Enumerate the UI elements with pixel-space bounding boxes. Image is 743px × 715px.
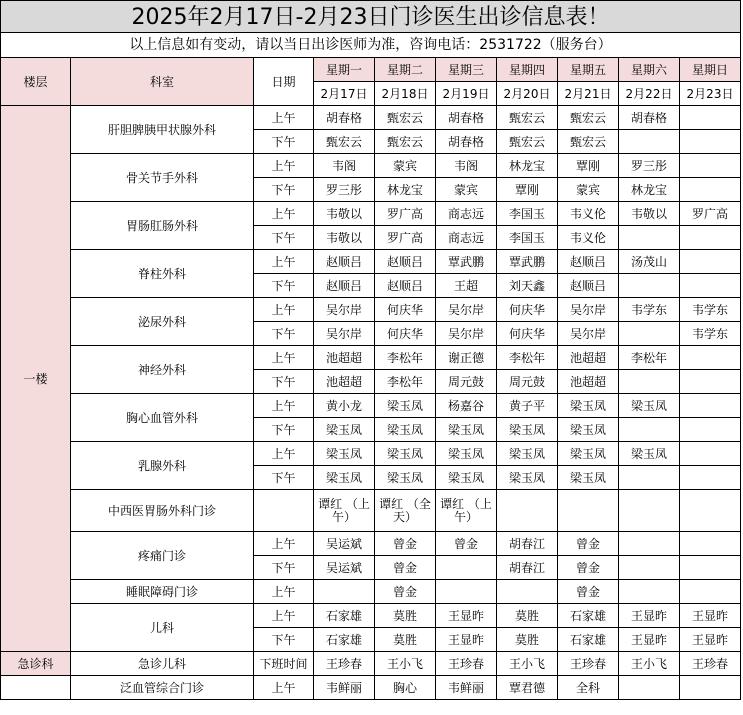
schedule-row bbox=[1, 442, 741, 466]
doctor-cell: 莫胜 bbox=[375, 604, 436, 628]
doctor-cell: 韦鲜丽 bbox=[436, 676, 497, 700]
doctor-cell: 韦阁 bbox=[436, 154, 497, 178]
doctor-cell bbox=[619, 226, 680, 250]
doctor-cell: 曾金 bbox=[375, 532, 436, 556]
doctor-cell bbox=[680, 274, 741, 298]
doctor-cell: 梁玉凤 bbox=[314, 418, 375, 442]
schedule-table bbox=[0, 57, 741, 700]
doctor-cell bbox=[436, 556, 497, 580]
doctor-cell: 李国玉 bbox=[497, 226, 558, 250]
doctor-cell: 罗广高 bbox=[680, 202, 741, 226]
doctor-cell: 甄宏云 bbox=[314, 130, 375, 154]
department-name: 睡眠障碍门诊 bbox=[71, 580, 254, 604]
doctor-cell: 林龙宝 bbox=[375, 178, 436, 202]
header-date-cell: 2月23日 bbox=[680, 82, 741, 106]
session-label: 下午 bbox=[254, 226, 314, 250]
schedule-row bbox=[1, 106, 741, 130]
doctor-cell: 梁玉凤 bbox=[619, 442, 680, 466]
floor-label: 一楼 bbox=[1, 106, 71, 652]
doctor-cell: 谭红 （上午） bbox=[314, 490, 375, 532]
doctor-cell: 曾金 bbox=[375, 580, 436, 604]
header-weekday: 星期二 bbox=[375, 58, 436, 82]
doctor-cell: 莫胜 bbox=[375, 628, 436, 652]
doctor-cell: 胡春江 bbox=[497, 532, 558, 556]
doctor-cell: 曾金 bbox=[375, 556, 436, 580]
doctor-cell: 谢正德 bbox=[436, 346, 497, 370]
session-label: 下午 bbox=[254, 628, 314, 652]
doctor-cell: 韦阁 bbox=[314, 154, 375, 178]
doctor-cell: 谭红 （上午） bbox=[436, 490, 497, 532]
doctor-cell: 罗广高 bbox=[375, 226, 436, 250]
doctor-cell bbox=[314, 580, 375, 604]
header-date-cell: 2月17日 bbox=[314, 82, 375, 106]
session-label: 上午 bbox=[254, 154, 314, 178]
doctor-cell bbox=[619, 490, 680, 532]
doctor-cell: 赵顺吕 bbox=[375, 274, 436, 298]
doctor-cell: 周元鼓 bbox=[436, 370, 497, 394]
doctor-cell: 莫胜 bbox=[497, 628, 558, 652]
doctor-cell bbox=[436, 580, 497, 604]
doctor-cell bbox=[619, 418, 680, 442]
doctor-cell bbox=[680, 394, 741, 418]
session-label: 下午 bbox=[254, 556, 314, 580]
page-title: 2025年2月17日-2月23日门诊医生出诊信息表！ bbox=[0, 0, 741, 33]
doctor-cell bbox=[680, 130, 741, 154]
session-label: 下午 bbox=[254, 274, 314, 298]
doctor-cell: 胡春格 bbox=[619, 106, 680, 130]
header-floor: 楼层 bbox=[1, 58, 71, 106]
doctor-cell: 韦义伦 bbox=[558, 226, 619, 250]
doctor-cell bbox=[619, 580, 680, 604]
doctor-cell: 黄小龙 bbox=[314, 394, 375, 418]
department-name: 骨关节手外科 bbox=[71, 154, 254, 202]
doctor-cell: 曾金 bbox=[558, 532, 619, 556]
doctor-cell: 梁玉凤 bbox=[558, 394, 619, 418]
doctor-cell: 韦鲜丽 bbox=[314, 676, 375, 700]
doctor-cell: 胡春格 bbox=[314, 106, 375, 130]
doctor-cell: 梁玉凤 bbox=[558, 442, 619, 466]
doctor-cell: 赵顺吕 bbox=[314, 250, 375, 274]
session-label: 上午 bbox=[254, 394, 314, 418]
session-label: 上午 bbox=[254, 442, 314, 466]
doctor-cell bbox=[680, 466, 741, 490]
doctor-cell: 甄宏云 bbox=[375, 130, 436, 154]
header-date-cell: 2月19日 bbox=[436, 82, 497, 106]
doctor-cell: 石家雄 bbox=[558, 628, 619, 652]
department-name: 泛血管综合门诊 bbox=[71, 676, 254, 700]
doctor-cell: 吴尔岸 bbox=[436, 322, 497, 346]
doctor-cell: 甄宏云 bbox=[375, 106, 436, 130]
doctor-cell bbox=[680, 154, 741, 178]
schedule-row bbox=[1, 580, 741, 604]
doctor-cell: 杨嘉谷 bbox=[436, 394, 497, 418]
doctor-cell: 吴尔岸 bbox=[314, 298, 375, 322]
doctor-cell: 梁玉凤 bbox=[436, 466, 497, 490]
doctor-cell bbox=[619, 322, 680, 346]
doctor-cell: 梁玉凤 bbox=[375, 466, 436, 490]
schedule-row bbox=[1, 394, 741, 418]
doctor-cell: 曾金 bbox=[558, 556, 619, 580]
session-label: 上午 bbox=[254, 298, 314, 322]
doctor-cell: 梁玉凤 bbox=[497, 418, 558, 442]
floor-label bbox=[1, 676, 71, 700]
session-label bbox=[254, 490, 314, 532]
doctor-cell: 赵顺吕 bbox=[558, 274, 619, 298]
doctor-cell: 梁玉凤 bbox=[375, 394, 436, 418]
doctor-cell: 蒙宾 bbox=[436, 178, 497, 202]
doctor-cell: 梁玉凤 bbox=[375, 442, 436, 466]
doctor-cell: 赵顺吕 bbox=[375, 250, 436, 274]
doctor-cell bbox=[680, 226, 741, 250]
doctor-cell: 全科 bbox=[558, 676, 619, 700]
doctor-cell: 莫胜 bbox=[497, 604, 558, 628]
department-name: 神经外科 bbox=[71, 346, 254, 394]
header-date-cell: 2月22日 bbox=[619, 82, 680, 106]
doctor-cell: 梁玉凤 bbox=[436, 418, 497, 442]
session-label: 上午 bbox=[254, 106, 314, 130]
doctor-cell bbox=[619, 274, 680, 298]
doctor-cell: 李松年 bbox=[497, 346, 558, 370]
department-name: 中西医胃肠外科门诊 bbox=[71, 490, 254, 532]
session-label: 上午 bbox=[254, 532, 314, 556]
header-weekday: 星期日 bbox=[680, 58, 741, 82]
session-label: 上午 bbox=[254, 580, 314, 604]
doctor-cell bbox=[680, 490, 741, 532]
schedule-row bbox=[1, 298, 741, 322]
doctor-cell bbox=[680, 418, 741, 442]
doctor-cell: 池超超 bbox=[558, 370, 619, 394]
schedule-row bbox=[1, 154, 741, 178]
doctor-cell: 梁玉凤 bbox=[314, 442, 375, 466]
session-label: 上午 bbox=[254, 676, 314, 700]
schedule-row bbox=[1, 676, 741, 700]
doctor-cell bbox=[619, 130, 680, 154]
doctor-cell: 李松年 bbox=[619, 346, 680, 370]
doctor-cell bbox=[619, 370, 680, 394]
doctor-cell: 曾金 bbox=[436, 532, 497, 556]
session-label: 上午 bbox=[254, 250, 314, 274]
doctor-cell: 梁玉凤 bbox=[558, 418, 619, 442]
doctor-cell: 梁玉凤 bbox=[497, 442, 558, 466]
doctor-cell: 甄宏云 bbox=[558, 130, 619, 154]
session-label: 上午 bbox=[254, 202, 314, 226]
doctor-cell: 吴尔岸 bbox=[558, 298, 619, 322]
doctor-cell: 何庆华 bbox=[497, 322, 558, 346]
doctor-cell: 韦敬以 bbox=[314, 202, 375, 226]
floor-label: 急诊科 bbox=[1, 652, 71, 676]
doctor-cell: 韦学东 bbox=[680, 322, 741, 346]
schedule-row bbox=[1, 202, 741, 226]
doctor-cell: 商志远 bbox=[436, 202, 497, 226]
session-label: 下午 bbox=[254, 178, 314, 202]
doctor-cell bbox=[680, 580, 741, 604]
schedule-row bbox=[1, 346, 741, 370]
doctor-cell bbox=[619, 532, 680, 556]
doctor-cell: 吴运斌 bbox=[314, 556, 375, 580]
doctor-cell: 甄宏云 bbox=[497, 106, 558, 130]
schedule-row bbox=[1, 250, 741, 274]
doctor-cell: 甄宏云 bbox=[558, 106, 619, 130]
doctor-cell: 吴尔岸 bbox=[558, 322, 619, 346]
header-date-cell: 2月18日 bbox=[375, 82, 436, 106]
doctor-cell: 韦敬以 bbox=[619, 202, 680, 226]
doctor-cell: 林龙宝 bbox=[497, 154, 558, 178]
doctor-cell bbox=[680, 532, 741, 556]
schedule-row bbox=[1, 490, 741, 532]
doctor-cell: 王珍春 bbox=[558, 652, 619, 676]
schedule-row bbox=[1, 532, 741, 556]
doctor-cell: 罗三彤 bbox=[314, 178, 375, 202]
doctor-cell: 韦学东 bbox=[680, 298, 741, 322]
header-weekday: 星期四 bbox=[497, 58, 558, 82]
doctor-cell: 王小飞 bbox=[375, 652, 436, 676]
doctor-cell: 池超超 bbox=[314, 370, 375, 394]
department-name: 肝胆脾胰甲状腺外科 bbox=[71, 106, 254, 154]
doctor-cell: 王显昨 bbox=[436, 604, 497, 628]
session-label: 下班时间 bbox=[254, 652, 314, 676]
doctor-cell: 梁玉凤 bbox=[375, 418, 436, 442]
doctor-cell: 胸心 bbox=[375, 676, 436, 700]
doctor-cell: 蒙宾 bbox=[558, 178, 619, 202]
doctor-cell: 林龙宝 bbox=[619, 178, 680, 202]
schedule-row bbox=[1, 652, 741, 676]
doctor-cell: 王珍春 bbox=[314, 652, 375, 676]
doctor-cell: 何庆华 bbox=[375, 298, 436, 322]
doctor-cell: 王小飞 bbox=[497, 652, 558, 676]
doctor-cell: 李松年 bbox=[375, 370, 436, 394]
doctor-cell: 石家雄 bbox=[558, 604, 619, 628]
doctor-cell: 韦学东 bbox=[619, 298, 680, 322]
department-name: 泌尿外科 bbox=[71, 298, 254, 346]
header-date-cell: 2月20日 bbox=[497, 82, 558, 106]
doctor-cell: 黄子平 bbox=[497, 394, 558, 418]
doctor-cell: 覃刚 bbox=[497, 178, 558, 202]
doctor-cell: 吴尔岸 bbox=[314, 322, 375, 346]
doctor-cell bbox=[680, 442, 741, 466]
doctor-cell: 梁玉凤 bbox=[436, 442, 497, 466]
department-name: 儿科 bbox=[71, 604, 254, 652]
doctor-cell: 梁玉凤 bbox=[314, 466, 375, 490]
doctor-cell: 王超 bbox=[436, 274, 497, 298]
doctor-cell: 韦义伦 bbox=[558, 202, 619, 226]
header-weekday: 星期三 bbox=[436, 58, 497, 82]
doctor-cell: 王珍春 bbox=[680, 652, 741, 676]
doctor-cell bbox=[680, 250, 741, 274]
doctor-cell bbox=[619, 556, 680, 580]
doctor-cell: 石家雄 bbox=[314, 628, 375, 652]
doctor-cell: 商志远 bbox=[436, 226, 497, 250]
doctor-cell: 胡春江 bbox=[497, 556, 558, 580]
doctor-cell: 池超超 bbox=[558, 346, 619, 370]
doctor-cell: 罗三彤 bbox=[619, 154, 680, 178]
doctor-cell bbox=[680, 106, 741, 130]
doctor-cell bbox=[680, 178, 741, 202]
doctor-cell bbox=[680, 370, 741, 394]
doctor-cell: 蒙宾 bbox=[375, 154, 436, 178]
schedule-row bbox=[1, 604, 741, 628]
doctor-cell: 曾金 bbox=[558, 580, 619, 604]
doctor-cell: 王小飞 bbox=[619, 652, 680, 676]
doctor-cell bbox=[619, 676, 680, 700]
doctor-cell: 赵顺吕 bbox=[314, 274, 375, 298]
header-date: 日期 bbox=[254, 58, 314, 106]
department-name: 胃肠肛肠外科 bbox=[71, 202, 254, 250]
doctor-cell: 梁玉凤 bbox=[558, 466, 619, 490]
doctor-cell: 覃君德 bbox=[497, 676, 558, 700]
session-label: 下午 bbox=[254, 322, 314, 346]
doctor-cell: 刘天鑫 bbox=[497, 274, 558, 298]
header-date-cell: 2月21日 bbox=[558, 82, 619, 106]
header-weekday: 星期五 bbox=[558, 58, 619, 82]
department-name: 胸心血管外科 bbox=[71, 394, 254, 442]
doctor-cell: 覃武鹏 bbox=[497, 250, 558, 274]
doctor-cell: 吴运斌 bbox=[314, 532, 375, 556]
session-label: 下午 bbox=[254, 130, 314, 154]
doctor-cell: 韦敬以 bbox=[314, 226, 375, 250]
doctor-cell bbox=[497, 580, 558, 604]
doctor-cell: 周元鼓 bbox=[497, 370, 558, 394]
doctor-cell bbox=[619, 466, 680, 490]
doctor-cell: 覃武鹏 bbox=[436, 250, 497, 274]
doctor-cell bbox=[680, 346, 741, 370]
session-label: 上午 bbox=[254, 346, 314, 370]
doctor-cell: 吴尔岸 bbox=[436, 298, 497, 322]
doctor-cell: 李松年 bbox=[375, 346, 436, 370]
department-name: 乳腺外科 bbox=[71, 442, 254, 490]
doctor-cell: 王显昨 bbox=[619, 628, 680, 652]
doctor-cell: 王显昨 bbox=[680, 628, 741, 652]
doctor-cell: 胡春格 bbox=[436, 106, 497, 130]
doctor-cell: 何庆华 bbox=[375, 322, 436, 346]
doctor-cell: 王显昨 bbox=[619, 604, 680, 628]
session-label: 上午 bbox=[254, 604, 314, 628]
doctor-cell: 何庆华 bbox=[497, 298, 558, 322]
notice-text: 以上信息如有变动，请以当日出诊医师为准，咨询电话：2531722（服务台） bbox=[0, 33, 741, 57]
doctor-cell: 胡春格 bbox=[436, 130, 497, 154]
doctor-cell: 梁玉凤 bbox=[497, 466, 558, 490]
header-weekday: 星期六 bbox=[619, 58, 680, 82]
department-name: 疼痛门诊 bbox=[71, 532, 254, 580]
doctor-cell: 梁玉凤 bbox=[619, 394, 680, 418]
department-name: 急诊儿科 bbox=[71, 652, 254, 676]
doctor-cell: 谭红 （全天） bbox=[375, 490, 436, 532]
doctor-cell: 赵顺吕 bbox=[558, 250, 619, 274]
doctor-cell bbox=[680, 556, 741, 580]
doctor-cell: 王珍春 bbox=[436, 652, 497, 676]
doctor-cell bbox=[680, 676, 741, 700]
doctor-cell: 池超超 bbox=[314, 346, 375, 370]
doctor-cell: 石家雄 bbox=[314, 604, 375, 628]
header-weekday: 星期一 bbox=[314, 58, 375, 82]
doctor-cell bbox=[497, 490, 558, 532]
doctor-cell: 王显昨 bbox=[436, 628, 497, 652]
doctor-cell bbox=[558, 490, 619, 532]
doctor-cell: 甄宏云 bbox=[497, 130, 558, 154]
header-department: 科室 bbox=[71, 58, 254, 106]
session-label: 下午 bbox=[254, 418, 314, 442]
doctor-cell: 汤茂山 bbox=[619, 250, 680, 274]
session-label: 下午 bbox=[254, 466, 314, 490]
doctor-cell: 王显昨 bbox=[680, 604, 741, 628]
department-name: 脊柱外科 bbox=[71, 250, 254, 298]
doctor-cell: 覃刚 bbox=[558, 154, 619, 178]
doctor-cell: 罗广高 bbox=[375, 202, 436, 226]
doctor-cell: 李国玉 bbox=[497, 202, 558, 226]
session-label: 下午 bbox=[254, 370, 314, 394]
